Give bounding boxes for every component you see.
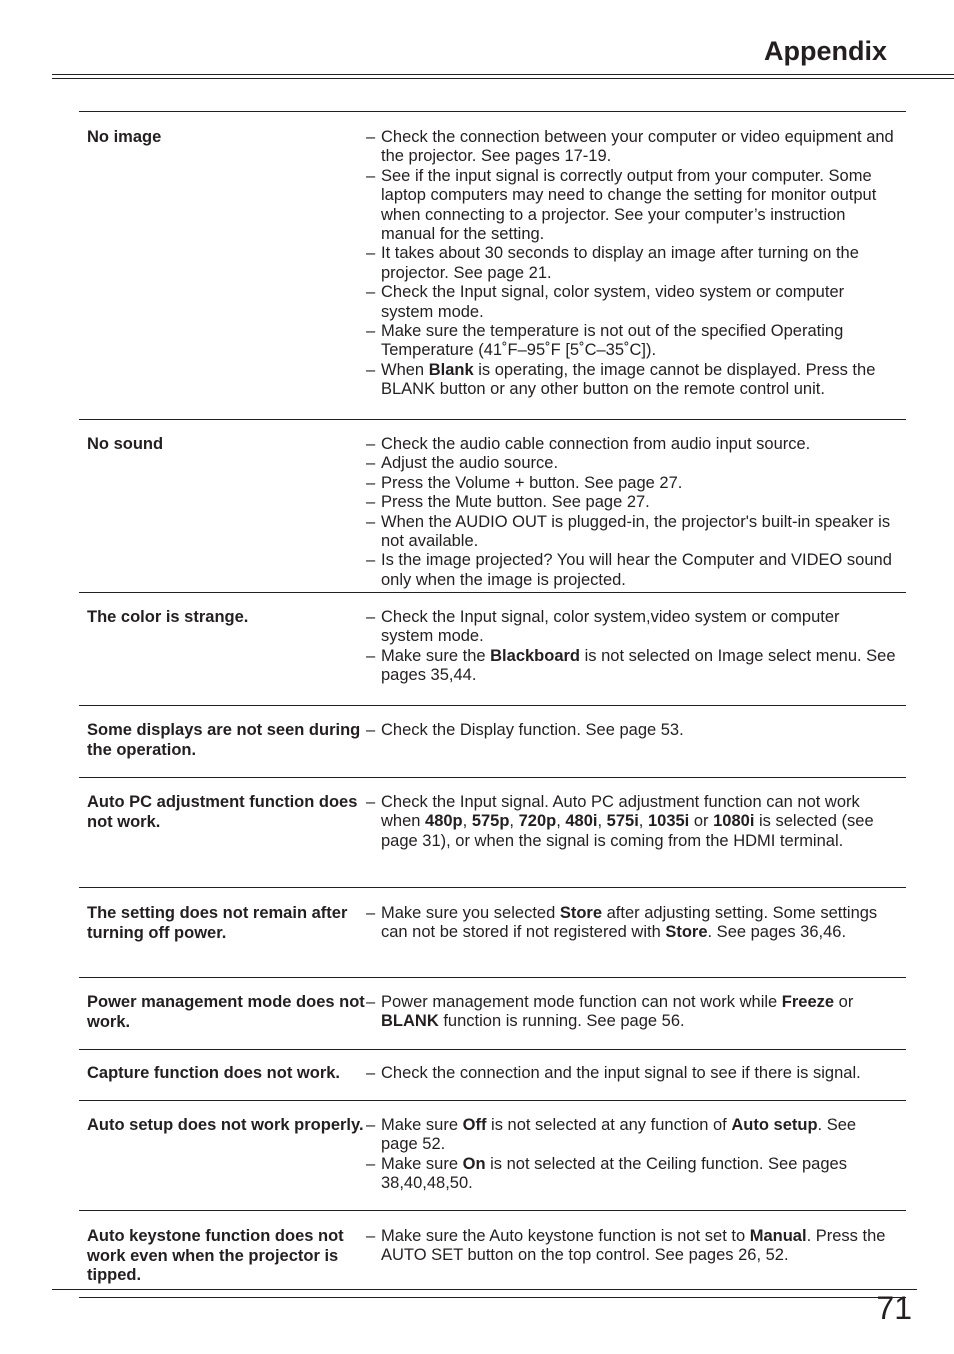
dash-bullet: – <box>366 128 376 146</box>
solution-item <box>366 474 896 493</box>
table-row <box>79 887 906 977</box>
table-row <box>79 705 906 777</box>
problem-text: Auto keystone function does not work even when the projector is tipped. <box>87 1227 344 1284</box>
solution-item <box>366 244 896 283</box>
dash-bullet: – <box>366 904 376 922</box>
problem-text: Auto PC adjustment function does not work. <box>87 793 358 831</box>
dash-bullet: – <box>366 283 376 302</box>
emphasis-text: 720p <box>518 812 557 831</box>
solution-list <box>366 793 896 851</box>
solution-item <box>366 993 896 1032</box>
solution-item <box>366 551 896 590</box>
problem-text: No sound <box>87 435 164 453</box>
problem-text: Some displays are not seen during the operation. <box>87 721 361 759</box>
solution-item <box>366 435 896 454</box>
table-row <box>79 1049 906 1100</box>
dash-bullet: – <box>366 454 376 473</box>
page-title: Appendix <box>763 36 887 66</box>
solution-text: . Press the AUTO SET button on the top control. See pages 26, 52. <box>381 1227 886 1265</box>
solution-text: , <box>597 812 607 831</box>
emphasis-text: 575i <box>606 812 639 831</box>
solution-item <box>366 793 896 851</box>
solution-text: . See page 52. <box>381 1116 857 1154</box>
solution-item <box>366 1227 896 1266</box>
dash-bullet: – <box>366 493 376 512</box>
emphasis-text: 480i <box>565 812 598 831</box>
solution-text: Make sure the Auto keystone function is not set to <box>381 1227 750 1245</box>
dash-bullet: – <box>366 721 376 739</box>
dash-bullet: – <box>366 244 376 263</box>
emphasis-text: 480p <box>425 812 463 831</box>
solution-text: Check the connection and the input signal to see if there is signal. <box>381 1064 861 1082</box>
dash-bullet: – <box>366 646 376 665</box>
solution-text: Check the audio cable connection from audio input source. <box>381 435 811 453</box>
dash-bullet: – <box>366 551 376 570</box>
dash-bullet: – <box>366 1227 376 1245</box>
emphasis-text: Freeze <box>781 993 835 1011</box>
solution-list <box>366 1116 896 1194</box>
problem-text: No image <box>87 128 162 146</box>
solution-item <box>366 493 896 512</box>
solution-text: Press the Volume + button. See page 27. <box>381 473 683 492</box>
solution-list <box>366 1227 896 1266</box>
dash-bullet: – <box>366 360 376 379</box>
emphasis-text: Manual <box>749 1227 807 1245</box>
solution-text: Make sure the temperature is not out of the specified Operating Temperature (41˚F–95˚F [5˚C–35˚C]). <box>381 322 844 360</box>
solution-text: Check the Input signal, color system,video system or computer system mode. <box>381 608 840 646</box>
solution-text: Check the connection between your computer or video equipment and the projector. See pages 17-19. <box>381 128 894 166</box>
solution-list <box>366 1064 896 1083</box>
emphasis-text: BLANK <box>381 1012 439 1031</box>
solution-text: Is the image projected? You will hear the Computer and VIDEO sound only when the image is projected. <box>381 551 892 589</box>
table-row <box>79 592 906 705</box>
problem-text: The setting does not remain after turning off power. <box>87 904 348 942</box>
solution-item <box>366 904 896 943</box>
dash-bullet: – <box>366 473 376 492</box>
solution-list <box>366 608 896 686</box>
solution-text: is selected (see page 31), or when the signal is coming from the HDMI terminal. <box>381 812 874 850</box>
solution-text: Check the Input signal. Auto PC adjustment function can not work when <box>381 793 860 831</box>
solution-item <box>366 361 896 400</box>
emphasis-text: Store <box>559 904 603 922</box>
table-row <box>79 1210 906 1298</box>
problem-text: Auto setup does not work properly. <box>87 1116 364 1134</box>
solution-list <box>366 904 896 943</box>
dash-bullet: – <box>366 166 376 185</box>
solution-list <box>366 435 896 590</box>
solution-list <box>366 128 896 400</box>
solution-text: Check the Input signal, color system, video system or computer system mode. <box>381 283 845 321</box>
solution-text: is not selected at the Ceiling function. See pages 38,40,48,50. <box>381 1154 847 1193</box>
solution-text: . See pages 36,46. <box>707 923 847 942</box>
solution-text: , <box>462 812 472 831</box>
dash-bullet: – <box>366 608 376 626</box>
emphasis-text: Blackboard <box>490 646 581 665</box>
solution-item <box>366 513 896 552</box>
emphasis-text: Off <box>462 1116 487 1134</box>
problem-text: Power management mode does not work. <box>87 993 365 1031</box>
problem-text: The color is strange. <box>87 608 249 626</box>
table-row <box>79 777 906 887</box>
dash-bullet: – <box>366 512 376 531</box>
solution-item <box>366 1064 896 1083</box>
solution-text: See if the input signal is correctly output from your computer. Some laptop computers may need to change the setting for monitor output when connecting to a projector. See your computer’s instruction manual for the setting. <box>381 166 877 244</box>
solution-item <box>366 721 896 740</box>
solution-text: function is running. See page 56. <box>438 1012 685 1031</box>
emphasis-text: Auto setup <box>731 1116 818 1134</box>
emphasis-text: 1035i <box>647 812 690 831</box>
solution-text: , <box>509 812 519 831</box>
solution-item <box>366 454 896 473</box>
dash-bullet: – <box>366 993 376 1011</box>
solution-text: It takes about 30 seconds to display an image after turning on the projector. See page 21. <box>381 244 859 282</box>
solution-item <box>366 283 896 322</box>
dash-bullet: – <box>366 1116 376 1134</box>
table-row <box>79 419 906 592</box>
solution-text: or <box>689 812 714 831</box>
dash-bullet: – <box>366 435 376 453</box>
solution-text: Make sure <box>381 1116 463 1134</box>
solution-text: is not selected on Image select menu. See pages 35,44. <box>381 646 896 685</box>
solution-item <box>366 647 896 686</box>
solution-text: or <box>834 993 854 1011</box>
solution-text: Press the Mute button. See page 27. <box>381 493 650 512</box>
footer-rule <box>52 1289 917 1290</box>
emphasis-text: 1080i <box>713 812 755 831</box>
solution-text: , <box>638 812 648 831</box>
emphasis-text: 575p <box>471 812 510 831</box>
solution-list <box>366 721 896 740</box>
header-rule <box>52 74 954 75</box>
emphasis-text: Store <box>665 923 708 942</box>
solution-text: Adjust the audio source. <box>381 454 559 473</box>
solution-item <box>366 128 896 167</box>
solution-item <box>366 608 896 647</box>
dash-bullet: – <box>366 322 376 341</box>
solution-item <box>366 1116 896 1155</box>
solution-text: Make sure you selected <box>381 904 560 922</box>
header-rule <box>52 78 954 79</box>
table-row <box>79 977 906 1049</box>
solution-text: , <box>556 812 566 831</box>
table-row <box>79 1100 906 1210</box>
solution-item <box>366 1155 896 1194</box>
solution-text: Check the Display function. See page 53. <box>381 721 684 739</box>
problem-text: Capture function does not work. <box>87 1064 341 1082</box>
dash-bullet: – <box>366 1064 376 1082</box>
table-row <box>79 111 906 419</box>
dash-bullet: – <box>366 793 376 811</box>
solution-text: When the AUDIO OUT is plugged-in, the projector's built-in speaker is not available. <box>381 512 891 551</box>
solution-text: is operating, the image cannot be displayed. Press the BLANK button or any other button on the remote control unit. <box>381 360 876 399</box>
page-number: 71 <box>876 1290 912 1326</box>
solution-text: is not selected at any function of <box>486 1116 732 1134</box>
solution-text: after adjusting setting. Some settings can not be stored if not registered with <box>381 904 878 942</box>
solution-list <box>366 993 896 1032</box>
solution-item <box>366 322 896 361</box>
solution-text: Power management mode function can not work while <box>381 993 782 1011</box>
emphasis-text: On <box>462 1154 486 1173</box>
solution-text: Make sure the <box>381 646 491 665</box>
solution-item <box>366 167 896 245</box>
solution-text: Make sure <box>381 1154 463 1173</box>
dash-bullet: – <box>366 1154 376 1173</box>
troubleshooting-table <box>79 111 906 1298</box>
solution-text: When <box>381 360 429 379</box>
emphasis-text: Blank <box>428 360 474 379</box>
